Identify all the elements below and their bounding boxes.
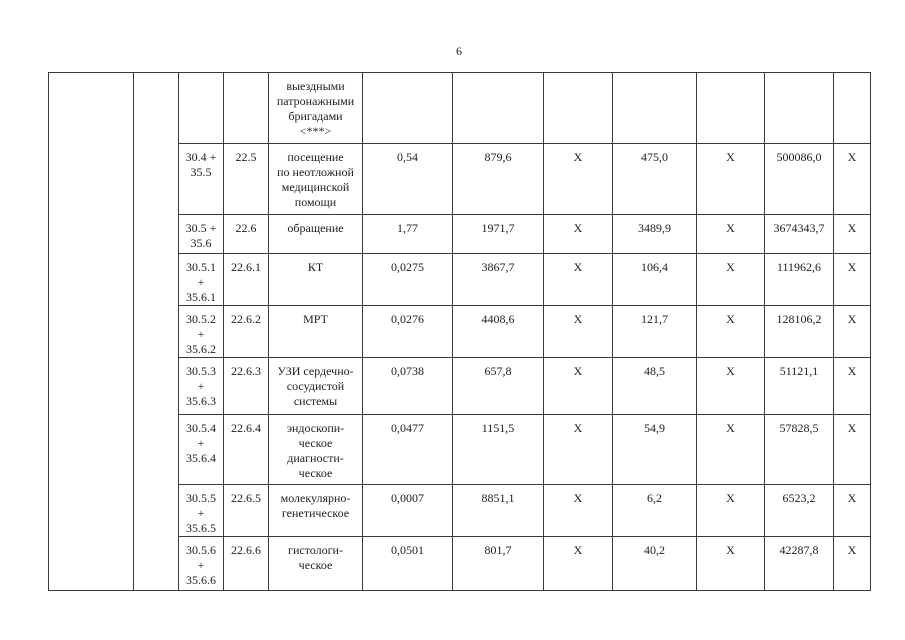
value-cell: X	[544, 537, 613, 591]
value-cell: X	[697, 254, 765, 306]
value-cell: 48,5	[613, 358, 697, 415]
value-cell: 1971,7	[453, 215, 544, 254]
name-cell	[269, 254, 363, 306]
blank-cell	[49, 73, 134, 591]
code-line: 30.5.3	[186, 364, 216, 378]
name-line: УЗИ сердечно-	[277, 364, 354, 378]
value-cell	[697, 73, 765, 144]
code-line: 30.4 +	[185, 150, 217, 164]
name-line: патронажными	[276, 94, 355, 108]
number-cell: 22.6	[224, 215, 269, 254]
code-line: +	[197, 558, 205, 572]
name-line: ческое	[298, 436, 333, 450]
name-line: ческое	[298, 558, 333, 572]
value-cell: 0,54	[363, 144, 453, 215]
code-cell	[179, 358, 224, 415]
value-cell: 0,0276	[363, 306, 453, 358]
name-line: бригадами	[288, 109, 343, 123]
code-cell	[179, 73, 224, 144]
value-cell	[544, 73, 613, 144]
name-line: <***>	[299, 124, 332, 138]
value-cell: X	[544, 306, 613, 358]
code-cell	[179, 485, 224, 537]
number-cell	[224, 73, 269, 144]
blank-cell	[134, 73, 179, 591]
value-cell: 801,7	[453, 537, 544, 591]
code-line: 30.5.6	[186, 543, 216, 557]
value-cell: X	[544, 144, 613, 215]
code-cell	[179, 306, 224, 358]
value-cell: 475,0	[613, 144, 697, 215]
code-cell	[179, 215, 224, 254]
code-line: 30.5.4	[186, 421, 216, 435]
value-cell: X	[544, 485, 613, 537]
value-cell: 121,7	[613, 306, 697, 358]
code-cell	[179, 537, 224, 591]
value-cell: X	[544, 415, 613, 485]
data-table	[48, 72, 871, 591]
name-line: посещение	[287, 150, 344, 164]
value-cell: 40,2	[613, 537, 697, 591]
code-line: 35.6.4	[186, 451, 216, 465]
name-cell	[269, 306, 363, 358]
code-line: +	[197, 436, 205, 450]
value-cell: 57828,5	[765, 415, 834, 485]
value-cell: X	[697, 306, 765, 358]
code-line: +	[197, 275, 205, 289]
value-cell	[834, 73, 871, 144]
value-cell: X	[834, 415, 871, 485]
value-cell	[765, 73, 834, 144]
name-line: обращение	[287, 221, 344, 235]
value-cell	[453, 73, 544, 144]
code-cell	[179, 254, 224, 306]
value-cell: 657,8	[453, 358, 544, 415]
value-cell: 42287,8	[765, 537, 834, 591]
name-cell	[269, 485, 363, 537]
value-cell: X	[697, 537, 765, 591]
name-cell	[269, 215, 363, 254]
value-cell: X	[544, 358, 613, 415]
name-cell	[269, 537, 363, 591]
value-cell: X	[834, 537, 871, 591]
name-line: эндоскопи-	[286, 421, 345, 435]
value-cell: X	[834, 215, 871, 254]
table-row	[49, 73, 871, 144]
value-cell: 500086,0	[765, 144, 834, 215]
number-cell: 22.6.6	[224, 537, 269, 591]
name-line: медицинской	[281, 180, 350, 194]
value-cell	[363, 73, 453, 144]
number-cell: 22.6.5	[224, 485, 269, 537]
name-line: по неотложной	[277, 165, 354, 179]
value-cell: 128106,2	[765, 306, 834, 358]
code-line: 35.6	[190, 236, 212, 250]
name-line: МРТ	[303, 312, 328, 326]
code-line: 35.6.5	[186, 521, 216, 535]
name-line: КТ	[307, 260, 324, 274]
value-cell: 51121,1	[765, 358, 834, 415]
value-cell	[613, 73, 697, 144]
value-cell: X	[544, 215, 613, 254]
name-line: ческое	[298, 466, 333, 480]
value-cell: 54,9	[613, 415, 697, 485]
name-line: выездными	[286, 79, 345, 93]
name-line: гистологи-	[288, 543, 343, 557]
name-cell	[269, 144, 363, 215]
code-cell	[179, 144, 224, 215]
value-cell: 1151,5	[453, 415, 544, 485]
code-line: +	[197, 327, 205, 341]
name-line: помощи	[294, 195, 337, 209]
value-cell: 0,0007	[363, 485, 453, 537]
code-cell	[179, 415, 224, 485]
value-cell: 0,0275	[363, 254, 453, 306]
code-line: +	[197, 506, 205, 520]
value-cell: 3489,9	[613, 215, 697, 254]
name-cell	[269, 73, 363, 144]
code-line: 30.5.1	[186, 260, 216, 274]
code-line: 35.6.1	[186, 290, 216, 304]
value-cell: X	[697, 358, 765, 415]
name-line: генетическое	[281, 506, 350, 520]
value-cell: X	[834, 485, 871, 537]
value-cell: X	[834, 144, 871, 215]
number-cell: 22.6.1	[224, 254, 269, 306]
value-cell: 3867,7	[453, 254, 544, 306]
name-line: диагности-	[287, 451, 344, 465]
value-cell: 879,6	[453, 144, 544, 215]
value-cell: X	[834, 254, 871, 306]
value-cell: 6,2	[613, 485, 697, 537]
value-cell: 3674343,7	[765, 215, 834, 254]
number-cell: 22.5	[224, 144, 269, 215]
value-cell: 8851,1	[453, 485, 544, 537]
value-cell: X	[697, 215, 765, 254]
value-cell: X	[834, 306, 871, 358]
name-line: молекулярно-	[280, 491, 351, 505]
value-cell: 0,0501	[363, 537, 453, 591]
value-cell: X	[697, 415, 765, 485]
value-cell: 0,0738	[363, 358, 453, 415]
code-line: +	[197, 379, 205, 393]
name-line: системы	[293, 394, 338, 408]
name-cell	[269, 415, 363, 485]
value-cell: 111962,6	[765, 254, 834, 306]
value-cell: 0,0477	[363, 415, 453, 485]
number-cell: 22.6.4	[224, 415, 269, 485]
value-cell: X	[834, 358, 871, 415]
code-line: 30.5.2	[186, 312, 216, 326]
value-cell: X	[697, 485, 765, 537]
code-line: 35.6.3	[186, 394, 216, 408]
value-cell: X	[544, 254, 613, 306]
value-cell: 1,77	[363, 215, 453, 254]
code-line: 30.5.5	[186, 491, 216, 505]
number-cell: 22.6.2	[224, 306, 269, 358]
code-line: 35.6.6	[186, 573, 216, 587]
code-line: 30.5 +	[185, 221, 217, 235]
page-number: 6	[456, 44, 462, 58]
name-line: сосудистой	[286, 379, 345, 393]
code-line: 35.6.2	[186, 342, 216, 356]
value-cell: X	[697, 144, 765, 215]
name-cell	[269, 358, 363, 415]
number-cell: 22.6.3	[224, 358, 269, 415]
value-cell: 6523,2	[765, 485, 834, 537]
value-cell: 106,4	[613, 254, 697, 306]
code-line: 35.5	[190, 165, 212, 179]
value-cell: 4408,6	[453, 306, 544, 358]
